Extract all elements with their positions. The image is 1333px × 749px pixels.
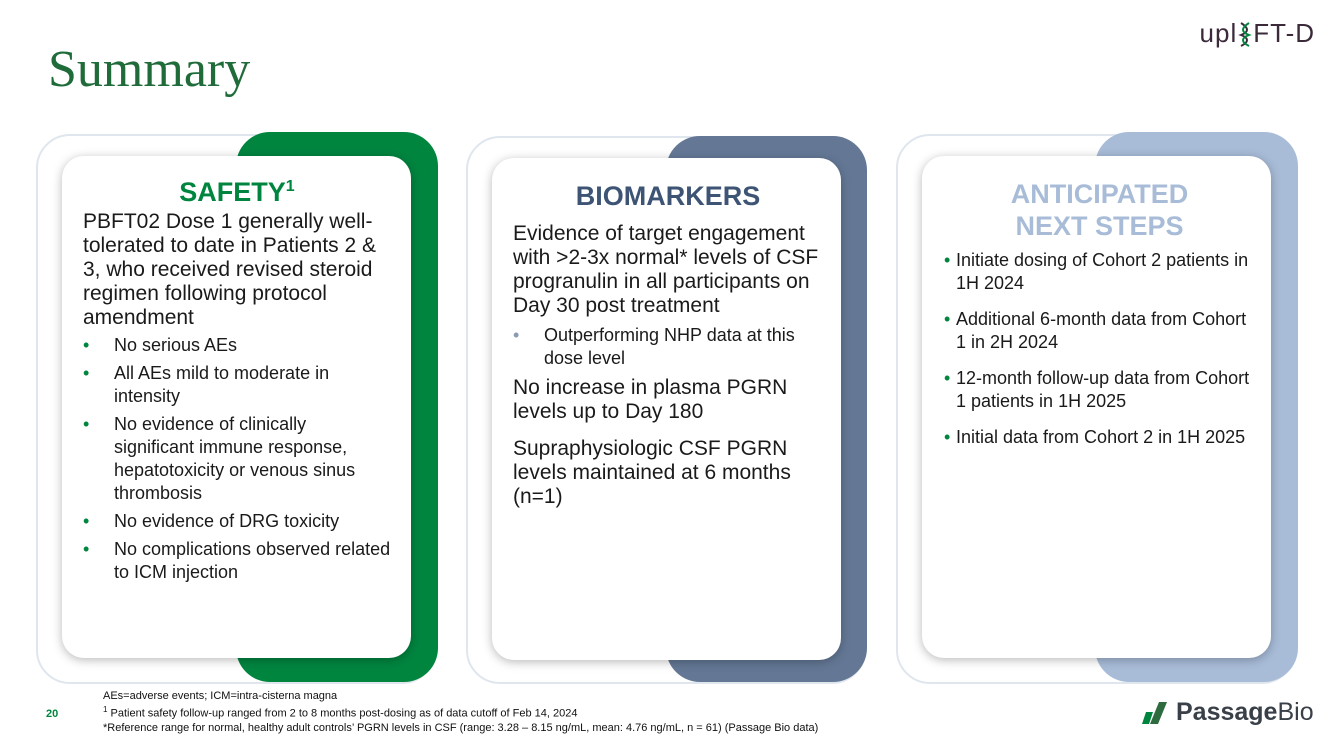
logo-text-light: Bio <box>1277 698 1314 726</box>
safety-title <box>83 176 391 208</box>
page-number: 20 <box>46 708 59 720</box>
safety-title-footnote: 1 <box>285 178 295 195</box>
list-item: • Additional 6-month data from Cohort 1 in 2H 2024 <box>944 309 1247 352</box>
biomarkers-para-3: Supraphysiologic CSF PGRN levels maintained at 6 months (n=1) <box>513 437 791 508</box>
next-steps-title-line-1: ANTICIPATED <box>1010 179 1189 209</box>
bullet-icon: • <box>83 335 90 355</box>
uplift-d-logo <box>1200 18 1315 49</box>
next-steps-list <box>944 249 1255 449</box>
bullet-icon: • <box>944 368 951 388</box>
brand-prefix: upl <box>1199 18 1238 48</box>
brand-suffix: FT-D <box>1253 18 1315 48</box>
logo-text-bold: Passage <box>1176 698 1278 726</box>
next-steps-title-line-2: NEXT STEPS <box>1015 211 1184 241</box>
footnote-1: $^1$ Patient safety follow-up ranged from 2 to 8 months post-dosing as of data cutoff of Feb 14, 2024 <box>103 705 578 720</box>
biomarkers-sub-bullets <box>513 324 823 370</box>
list-item: • All AEs mild to moderate in intensity <box>83 363 330 406</box>
safety-intro: PBFT02 Dose 1 generally well-tolerated to date in Patients 2 & 3, who received revised steroid regimen following protocol amendment <box>83 210 377 329</box>
list-item: • 12-month follow-up data from Cohort 1 patients in 1H 2025 <box>944 368 1250 411</box>
safety-bullets <box>83 334 391 584</box>
next-steps-title <box>944 178 1255 242</box>
footnotes <box>103 689 818 735</box>
list-item: • No complications observed related to ICM injection <box>83 539 391 582</box>
safety-title-text: SAFETY <box>179 177 286 207</box>
biomarkers-para-1: Evidence of target engagement with >2-3x normal* levels of CSF progranulin in all participants on Day 30 post treatment <box>513 222 819 317</box>
footnote-reference-range: *Reference range for normal, healthy adult controls’ PGRN levels in CSF (range: 3.28 – 8.15 ng/mL, mean: 4.76 ng/mL, n = 61) (Passage Bio data) <box>103 721 819 734</box>
list-item: • Outperforming NHP data at this dose level <box>513 325 795 368</box>
bullet-icon: • <box>513 325 520 345</box>
biomarkers-para-2: No increase in plasma PGRN levels up to Day 180 <box>513 376 788 423</box>
bullet-icon: • <box>83 363 90 383</box>
page-title: Summary <box>48 41 251 98</box>
dna-icon <box>1238 21 1252 47</box>
footnote-abbreviations: AEs=adverse events; ICM=intra-cisterna magna <box>103 690 338 702</box>
biomarkers-title: BIOMARKERS <box>575 181 761 211</box>
list-item: • No evidence of DRG toxicity <box>83 511 340 531</box>
passage-bio-mark-icon <box>1140 700 1170 726</box>
passage-bio-logo <box>1140 698 1314 727</box>
safety-card <box>62 156 411 658</box>
bullet-icon: • <box>83 511 90 531</box>
bullet-icon: • <box>83 414 90 434</box>
list-item: • No serious AEs <box>83 335 238 355</box>
biomarkers-card <box>492 158 841 660</box>
bullet-icon: • <box>944 250 951 270</box>
bullet-icon: • <box>944 427 951 447</box>
list-item: • Initial data from Cohort 2 in 1H 2025 <box>944 427 1246 447</box>
list-item: • Initiate dosing of Cohort 2 patients in 1H 2024 <box>944 250 1249 293</box>
list-item: • No evidence of clinically significant immune response, hepatotoxicity or venous sinus thrombosis <box>83 414 356 503</box>
bullet-icon: • <box>83 539 90 559</box>
bullet-icon: • <box>944 309 951 329</box>
next-steps-card <box>922 156 1271 658</box>
